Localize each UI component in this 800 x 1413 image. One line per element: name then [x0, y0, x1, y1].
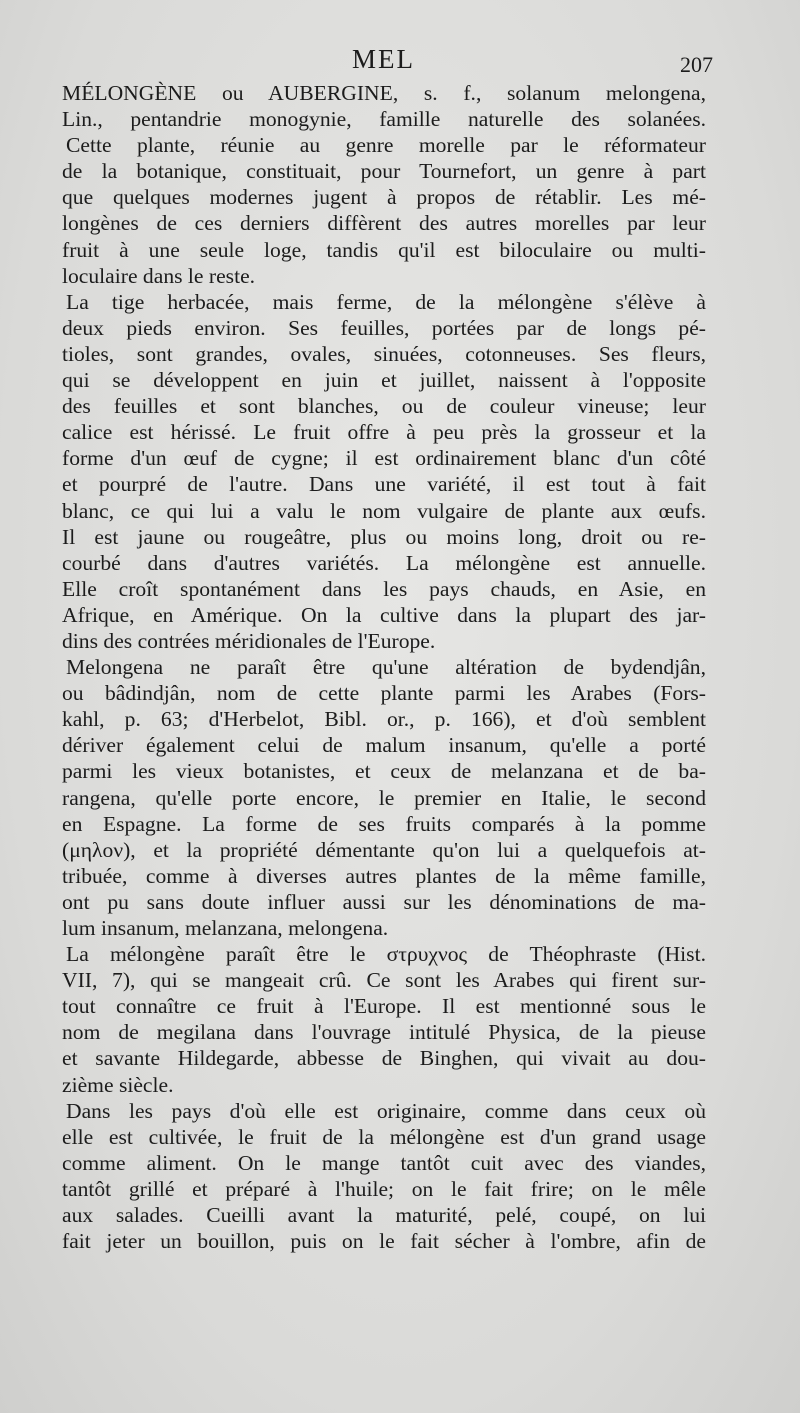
- text-line: longènes de ces derniers diffèrent des autres morelles par leur: [62, 211, 706, 236]
- text-line: Dans les pays d'où elle est originaire, comme dans ceux où: [66, 1098, 706, 1123]
- text-line: rangena, qu'elle porte encore, le premier en Italie, le second: [62, 785, 706, 810]
- text-line: loculaire dans le reste.: [62, 263, 256, 288]
- text-line: lum insanum, melanzana, melongena.: [62, 916, 389, 940]
- text-line: courbé dans d'autres variétés. La mélongène est annuelle.: [62, 550, 706, 575]
- text-line: tout connaître ce fruit à l'Europe. Il est mentionné sous le: [62, 994, 706, 1019]
- text-line: Elle croît spontanément dans les pays chauds, en Asie, en: [62, 576, 706, 601]
- body-text: [62, 80, 706, 1254]
- running-head: MEL: [352, 44, 415, 74]
- text-line: ou bâdindjân, nom de cette plante parmi les Arabes (Fors-: [62, 681, 706, 706]
- text-line: dins des contrées méridionales de l'Europe.: [62, 628, 436, 653]
- text-line: parmi les vieux botanistes, et ceux de melanzana et de ba-: [62, 759, 706, 784]
- text-line: comme aliment. On le mange tantôt cuit avec des viandes,: [62, 1150, 706, 1175]
- page-number: 207: [680, 52, 713, 77]
- text-line: tantôt grillé et préparé à l'huile; on le fait frire; on le mêle: [62, 1176, 706, 1201]
- text-line: tribuée, comme à diverses autres plantes de la même famille,: [62, 863, 706, 888]
- text-line: Il est jaune ou rougeâtre, plus ou moins long, droit ou re-: [62, 524, 706, 549]
- text-line: fruit à une seule loge, tandis qu'il est biloculaire ou multi-: [62, 237, 706, 262]
- text-line: (μηλον), et la propriété démentante qu'on lui a quelquefois at-: [62, 837, 706, 862]
- text-line: forme d'un œuf de cygne; il est ordinairement blanc d'un côté: [62, 446, 706, 471]
- text-line: calice est hérissé. Le fruit offre à peu près la grosseur et la: [62, 420, 706, 445]
- text-line: en Espagne. La forme de ses fruits comparés à la pomme: [62, 811, 706, 836]
- text-line: dériver également celui de malum insanum, qu'elle a porté: [62, 733, 706, 758]
- text-line: VII, 7), qui se mangeait crû. Ce sont les Arabes qui firent sur-: [62, 968, 706, 993]
- text-line: Melongena ne paraît être qu'une altération de bydendjân,: [66, 655, 706, 680]
- text-line: fait jeter un bouillon, puis on le fait sécher à l'ombre, afin de: [62, 1229, 706, 1254]
- text-line: qui se développent en juin et juillet, naissent à l'opposite: [62, 368, 706, 393]
- text-line: blanc, ce qui lui a valu le nom vulgaire de plante aux œufs.: [62, 498, 706, 523]
- text-line: et pourpré de l'autre. Dans une variété, il est tout à fait: [62, 472, 706, 497]
- text-line: Cette plante, réunie au genre morelle par le réformateur: [66, 133, 706, 158]
- text-line: deux pieds environ. Ses feuilles, portées par de longs pé-: [62, 315, 706, 340]
- text-line: que quelques modernes jugent à propos de rétablir. Les mé-: [62, 185, 706, 210]
- text-line: kahl, p. 63; d'Herbelot, Bibl. or., p. 166), et d'où semblent: [62, 707, 706, 732]
- page-header: [62, 44, 713, 78]
- text-line: tioles, sont grandes, ovales, sinuées, cotonneuses. Ses fleurs,: [62, 341, 706, 366]
- text-line: elle est cultivée, le fruit de la mélongène est d'un grand usage: [62, 1124, 706, 1149]
- text-line: et savante Hildegarde, abbesse de Binghen, qui vivait au dou-: [62, 1046, 706, 1071]
- text-line: ont pu sans doute influer aussi sur les dénominations de ma-: [62, 889, 706, 914]
- text-line: de la botanique, constituait, pour Tournefort, un genre à part: [62, 159, 706, 184]
- text-line: Afrique, en Amérique. On la cultive dans la plupart des jar-: [62, 602, 706, 627]
- text-line: zième siècle.: [62, 1072, 174, 1097]
- text-line: aux salades. Cueilli avant la maturité, pelé, coupé, on lui: [62, 1203, 706, 1228]
- text-line: La tige herbacée, mais ferme, de la mélongène s'élève à: [66, 289, 706, 314]
- text-line: MÉLONGÈNE ou AUBERGINE, s. f., solanum melongena,: [62, 81, 706, 105]
- text-line: Lin., pentandrie monogynie, famille naturelle des solanées.: [62, 107, 706, 132]
- text-line: des feuilles et sont blanches, ou de couleur vineuse; leur: [62, 394, 706, 419]
- text-line: La mélongène paraît être le στρυχνος de Théophraste (Hist.: [66, 942, 706, 967]
- text-line: nom de megilana dans l'ouvrage intitulé Physica, de la pieuse: [62, 1020, 706, 1045]
